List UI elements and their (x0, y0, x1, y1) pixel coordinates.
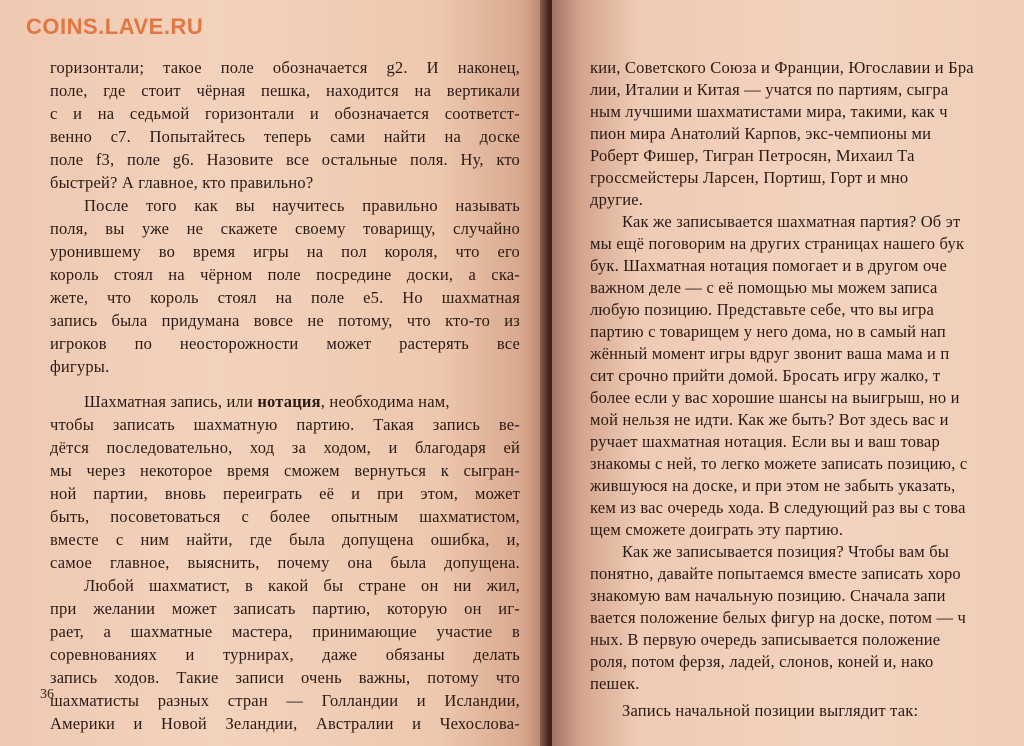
text-line: кии, Советского Союза и Франции, Югославии и Бра (590, 58, 974, 77)
text-line: быстрей? А главное, кто правильно? (50, 173, 314, 192)
text-line: запись ходов. Такие записи очень важны, потому что (50, 668, 520, 687)
right-page (552, 0, 1024, 746)
text-line: более если у вас хорошие шансы на выигрыш, но и (590, 388, 960, 407)
text-line: король стоял на чёрном поле посредине доски, а ска- (50, 265, 520, 284)
text-line: ручает шахматная нотация. Если вы и ваш товар (590, 432, 940, 451)
text-line (84, 392, 548, 412)
text-line: Запись начальной позиции выглядит так: (622, 701, 919, 720)
text-line: щем сможете доиграть эту партию. (590, 520, 844, 539)
text-line: шахматисты разных стран — Голландии и Исландии, (50, 691, 520, 710)
text-line: рает, а шахматные мастера, принимающие участие в (50, 622, 520, 641)
text-line: поля, вы уже не скажете своему товарищу, случайно (50, 219, 520, 238)
text-line: Как же записывается позиция? Чтобы вам бы (622, 542, 950, 561)
text-line: вместе с ним найти, где была допущена ошибка, и, (50, 530, 520, 549)
text-line: пешек. (590, 674, 640, 693)
text-line: ных. В первую очередь записывается положение (590, 630, 941, 649)
text-line: роля, потом ферзя, ладей, слонов, коней и, нако (590, 652, 934, 671)
text-line: мы через некоторое время сможем вернуться к сыгран- (50, 461, 520, 480)
page-number: 36 (40, 687, 54, 702)
text-line: лии, Италии и Китая — учатся по партиям, сыгра (590, 80, 949, 99)
text-line: сит срочно прийти домой. Бросать игру жалко, т (590, 366, 941, 385)
text-line: с и на седьмой горизонтали и обозначается соответст- (50, 104, 520, 123)
text-line: ным лучшими шахматистами мира, такими, как ч (590, 102, 948, 121)
text-line: чтобы записать шахматную партию. Такая запись ве- (50, 415, 520, 434)
text-line: фигуры. (50, 357, 110, 376)
text-line: жившуюся на доске, и при этом не забыть указать, (590, 476, 956, 495)
text-line: жете, что король стоял на поле e5. Но шахматная (50, 288, 520, 307)
text-line: важном деле — с её помощью мы можем записа (590, 278, 938, 297)
text-line: вается положение белых фигур на доске, потом — ч (590, 608, 967, 627)
text-line: самое главное, выяснить, почему она была допущена. (50, 553, 520, 572)
text-line: жённый момент игры вдруг звонит ваша мама и п (590, 344, 950, 363)
text-line: знакомую вам начальную позицию. Сначала запи (590, 586, 946, 605)
text-line: партию с товарищем у него дома, но в самый нап (590, 322, 946, 341)
text-line: при желании может записать партию, которую он иг- (50, 599, 520, 618)
text-line: уронившему во время игры на пол короля, что его (50, 242, 520, 261)
text-line: игроков по неосторожности может растерять все (50, 334, 520, 353)
text-line: Любой шахматист, в какой бы стране он ни жил, (84, 576, 520, 595)
term-notation: нотация (257, 392, 321, 411)
text-line: Роберт Фишер, Тигран Петросян, Михаил Та (590, 146, 915, 165)
text-line: соревнованиях и турнирах, даже обязаны делать (50, 645, 520, 664)
text-line: кем из вас очередь хода. В следующий раз вы с това (590, 498, 966, 517)
text-line: понятно, давайте попытаемся вместе записать хоро (590, 564, 961, 583)
text-line: быть, посоветоваться с более опытным шахматистом, (50, 507, 520, 526)
text-line: другие. (590, 190, 644, 209)
text-line: ной партии, вновь переиграть её и при этом, может (50, 484, 520, 503)
text-line: запись была придумана вовсе не потому, что кто-то из (50, 311, 520, 330)
site-watermark: COINS.LAVE.RU (26, 14, 204, 39)
text-line: поле, где стоит чёрная пешка, находится на вертикали (50, 81, 520, 100)
text-line: любую позицию. Представьте себе, что вы игра (590, 300, 935, 319)
text-run: , необходима нам, (320, 392, 450, 411)
text-line: бук. Шахматная нотация помогает и в другом оче (590, 256, 948, 275)
text-line: горизонтали; такое поле обозначается g2. И наконец, (50, 58, 520, 77)
text-line: дётся последовательно, ход за ходом, и благодаря ей (50, 438, 520, 457)
text-line: пион мира Анатолий Карпов, экс-чемпионы ми (590, 124, 932, 143)
text-line: мы ещё поговорим на других страницах нашего бук (590, 234, 965, 253)
text-run: Шахматная запись, или (84, 392, 258, 411)
text-line: мой нельзя не идти. Как же быть? Вот здесь вас и (590, 410, 949, 429)
text-line: Америки и Новой Зеландии, Австралии и Чехослова- (50, 714, 520, 733)
text-line: венно c7. Попытайтесь теперь сами найти на доске (50, 127, 520, 146)
text-line: После того как вы научитесь правильно называть (84, 196, 520, 215)
text-line: гроссмейстеры Ларсен, Портиш, Горт и мно (590, 168, 909, 187)
text-line: знакомы с ней, то легко можете записать позицию, с (590, 454, 968, 473)
text-line: поле f3, поле g6. Назовите все остальные поля. Ну, кто (50, 150, 520, 169)
text-line: Как же записывается шахматная партия? Об эт (622, 212, 961, 231)
